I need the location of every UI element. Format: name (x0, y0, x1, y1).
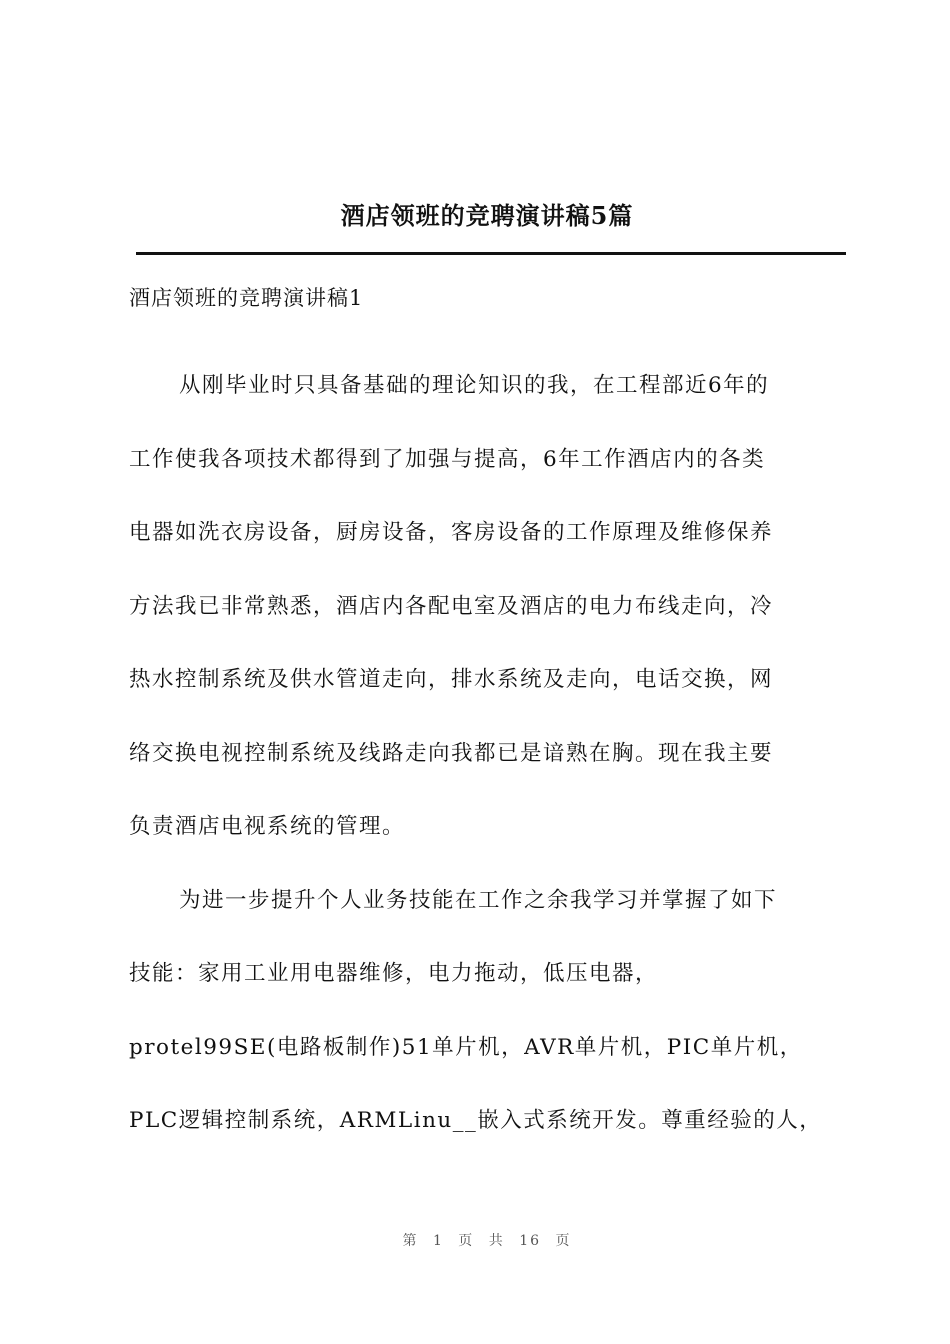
text-line: 络交换电视控制系统及线路走向我都已是谙熟在胸。现在我主要 (129, 740, 774, 766)
text-line: PLC逻辑控制系统，ARMLinu__嵌入式系统开发。尊重经验的人， (129, 1108, 823, 1133)
section-heading: 酒店领班的竞聘演讲稿1 (129, 286, 364, 310)
text-line: 负责酒店电视系统的管理。 (129, 814, 406, 839)
text-line: 技能：家用工业用电器维修，电力拖动，低压电器， (129, 961, 659, 986)
text-line: 为进一步提升个人业务技能在工作之余我学习并掌握了如下 (179, 887, 778, 913)
document-title: 酒店领班的竞聘演讲稿5篇 (340, 201, 634, 230)
text-line: 电器如洗衣房设备，厨房设备，客房设备的工作原理及维修保养 (129, 520, 774, 545)
text-line: 工作使我各项技术都得到了加强与提高，6年工作酒店内的各类 (129, 446, 766, 472)
body-text (129, 349, 849, 1158)
page-footer: 第 1 页 共 16 页 (402, 1233, 572, 1249)
text-line: 方法我已非常熟悉，酒店内各配电室及酒店的电力布线走向，冷 (129, 593, 774, 619)
title-divider (136, 252, 846, 255)
text-line: 热水控制系统及供水管道走向，排水系统及走向，电话交换，网 (129, 667, 774, 692)
text-line: 从刚毕业时只具备基础的理论知识的我，在工程部近6年的 (179, 373, 770, 398)
text-line: protel99SE(电路板制作)51单片机，AVR单片机，PIC单片机， (129, 1034, 803, 1060)
